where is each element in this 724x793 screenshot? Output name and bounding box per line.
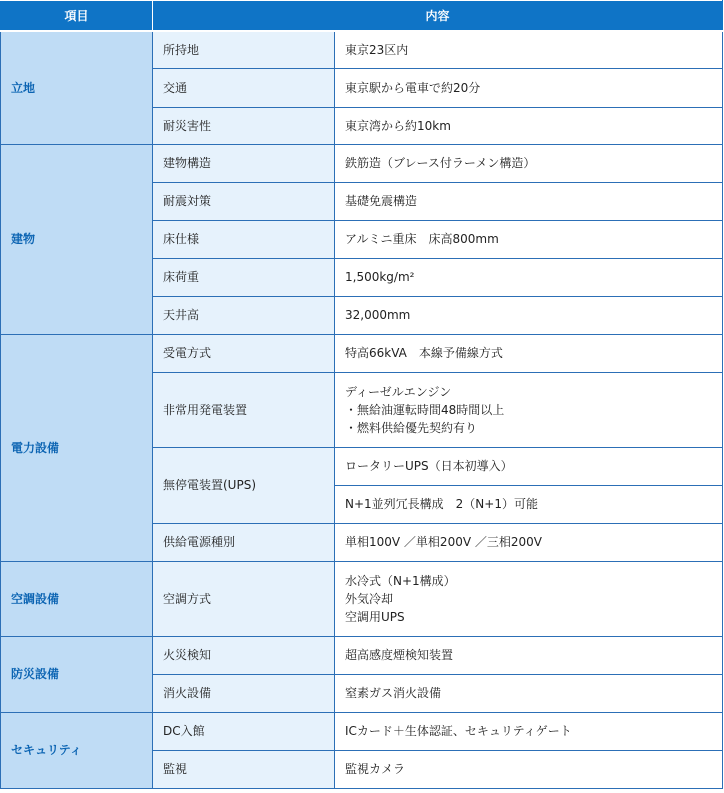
item-label: DC入館 [153, 712, 335, 750]
item-label: 火災検知 [153, 636, 335, 674]
item-label: 耐災害性 [153, 107, 335, 144]
item-label: 消火設備 [153, 674, 335, 712]
item-label: 非常用発電装置 [153, 372, 335, 447]
table-row [1, 712, 723, 750]
item-label: 監視 [153, 750, 335, 788]
category-power: 電力設備 [1, 334, 153, 561]
item-label: 所持地 [153, 31, 335, 68]
item-value: 水冷式（N+1構成） 外気冷却 空調用UPS [335, 561, 723, 636]
item-label: 床荷重 [153, 258, 335, 296]
item-value: 超高感度煙検知装置 [335, 636, 723, 674]
item-label: 供給電源種別 [153, 523, 335, 561]
table-header-row [1, 1, 723, 32]
item-value: 基礎免震構造 [335, 182, 723, 220]
item-value: 東京湾から約10km [335, 107, 723, 144]
item-label: 受電方式 [153, 334, 335, 372]
category-security: セキュリティ [1, 712, 153, 788]
item-label: 建物構造 [153, 144, 335, 182]
category-location: 立地 [1, 31, 153, 144]
item-value: ロータリーUPS（日本初導入） [335, 447, 723, 485]
item-value: N+1並列冗長構成 2（N+1）可能 [335, 485, 723, 523]
item-value: 監視カメラ [335, 750, 723, 788]
category-building: 建物 [1, 144, 153, 334]
table-row [1, 31, 723, 68]
item-label: 交通 [153, 68, 335, 107]
item-value: ディーゼルエンジン ・無給油運転時間48時間以上 ・燃料供給優先契約有り [335, 372, 723, 447]
category-disaster-prevention: 防災設備 [1, 636, 153, 712]
item-value: 東京駅から電車で約20分 [335, 68, 723, 107]
item-value: アルミニ重床 床高800mm [335, 220, 723, 258]
item-value: 特高66kVA 本線予備線方式 [335, 334, 723, 372]
table-row [1, 636, 723, 674]
item-label: 床仕様 [153, 220, 335, 258]
item-value: 鉄筋造（ブレース付ラーメン構造） [335, 144, 723, 182]
item-label: 天井高 [153, 296, 335, 334]
table-row [1, 144, 723, 182]
item-value: 窒素ガス消火設備 [335, 674, 723, 712]
item-value: 東京23区内 [335, 31, 723, 68]
table-row [1, 561, 723, 636]
category-hvac: 空調設備 [1, 561, 153, 636]
item-value: 1,500kg/m² [335, 258, 723, 296]
item-value: 32,000mm [335, 296, 723, 334]
item-label: 空調方式 [153, 561, 335, 636]
item-label: 耐震対策 [153, 182, 335, 220]
header-item: 項目 [1, 1, 153, 32]
item-value: 単相100V ／単相200V ／三相200V [335, 523, 723, 561]
header-content: 内容 [153, 1, 723, 32]
item-label: 無停電装置(UPS) [153, 447, 335, 523]
table-row [1, 334, 723, 372]
item-value: ICカード＋生体認証、セキュリティゲート [335, 712, 723, 750]
